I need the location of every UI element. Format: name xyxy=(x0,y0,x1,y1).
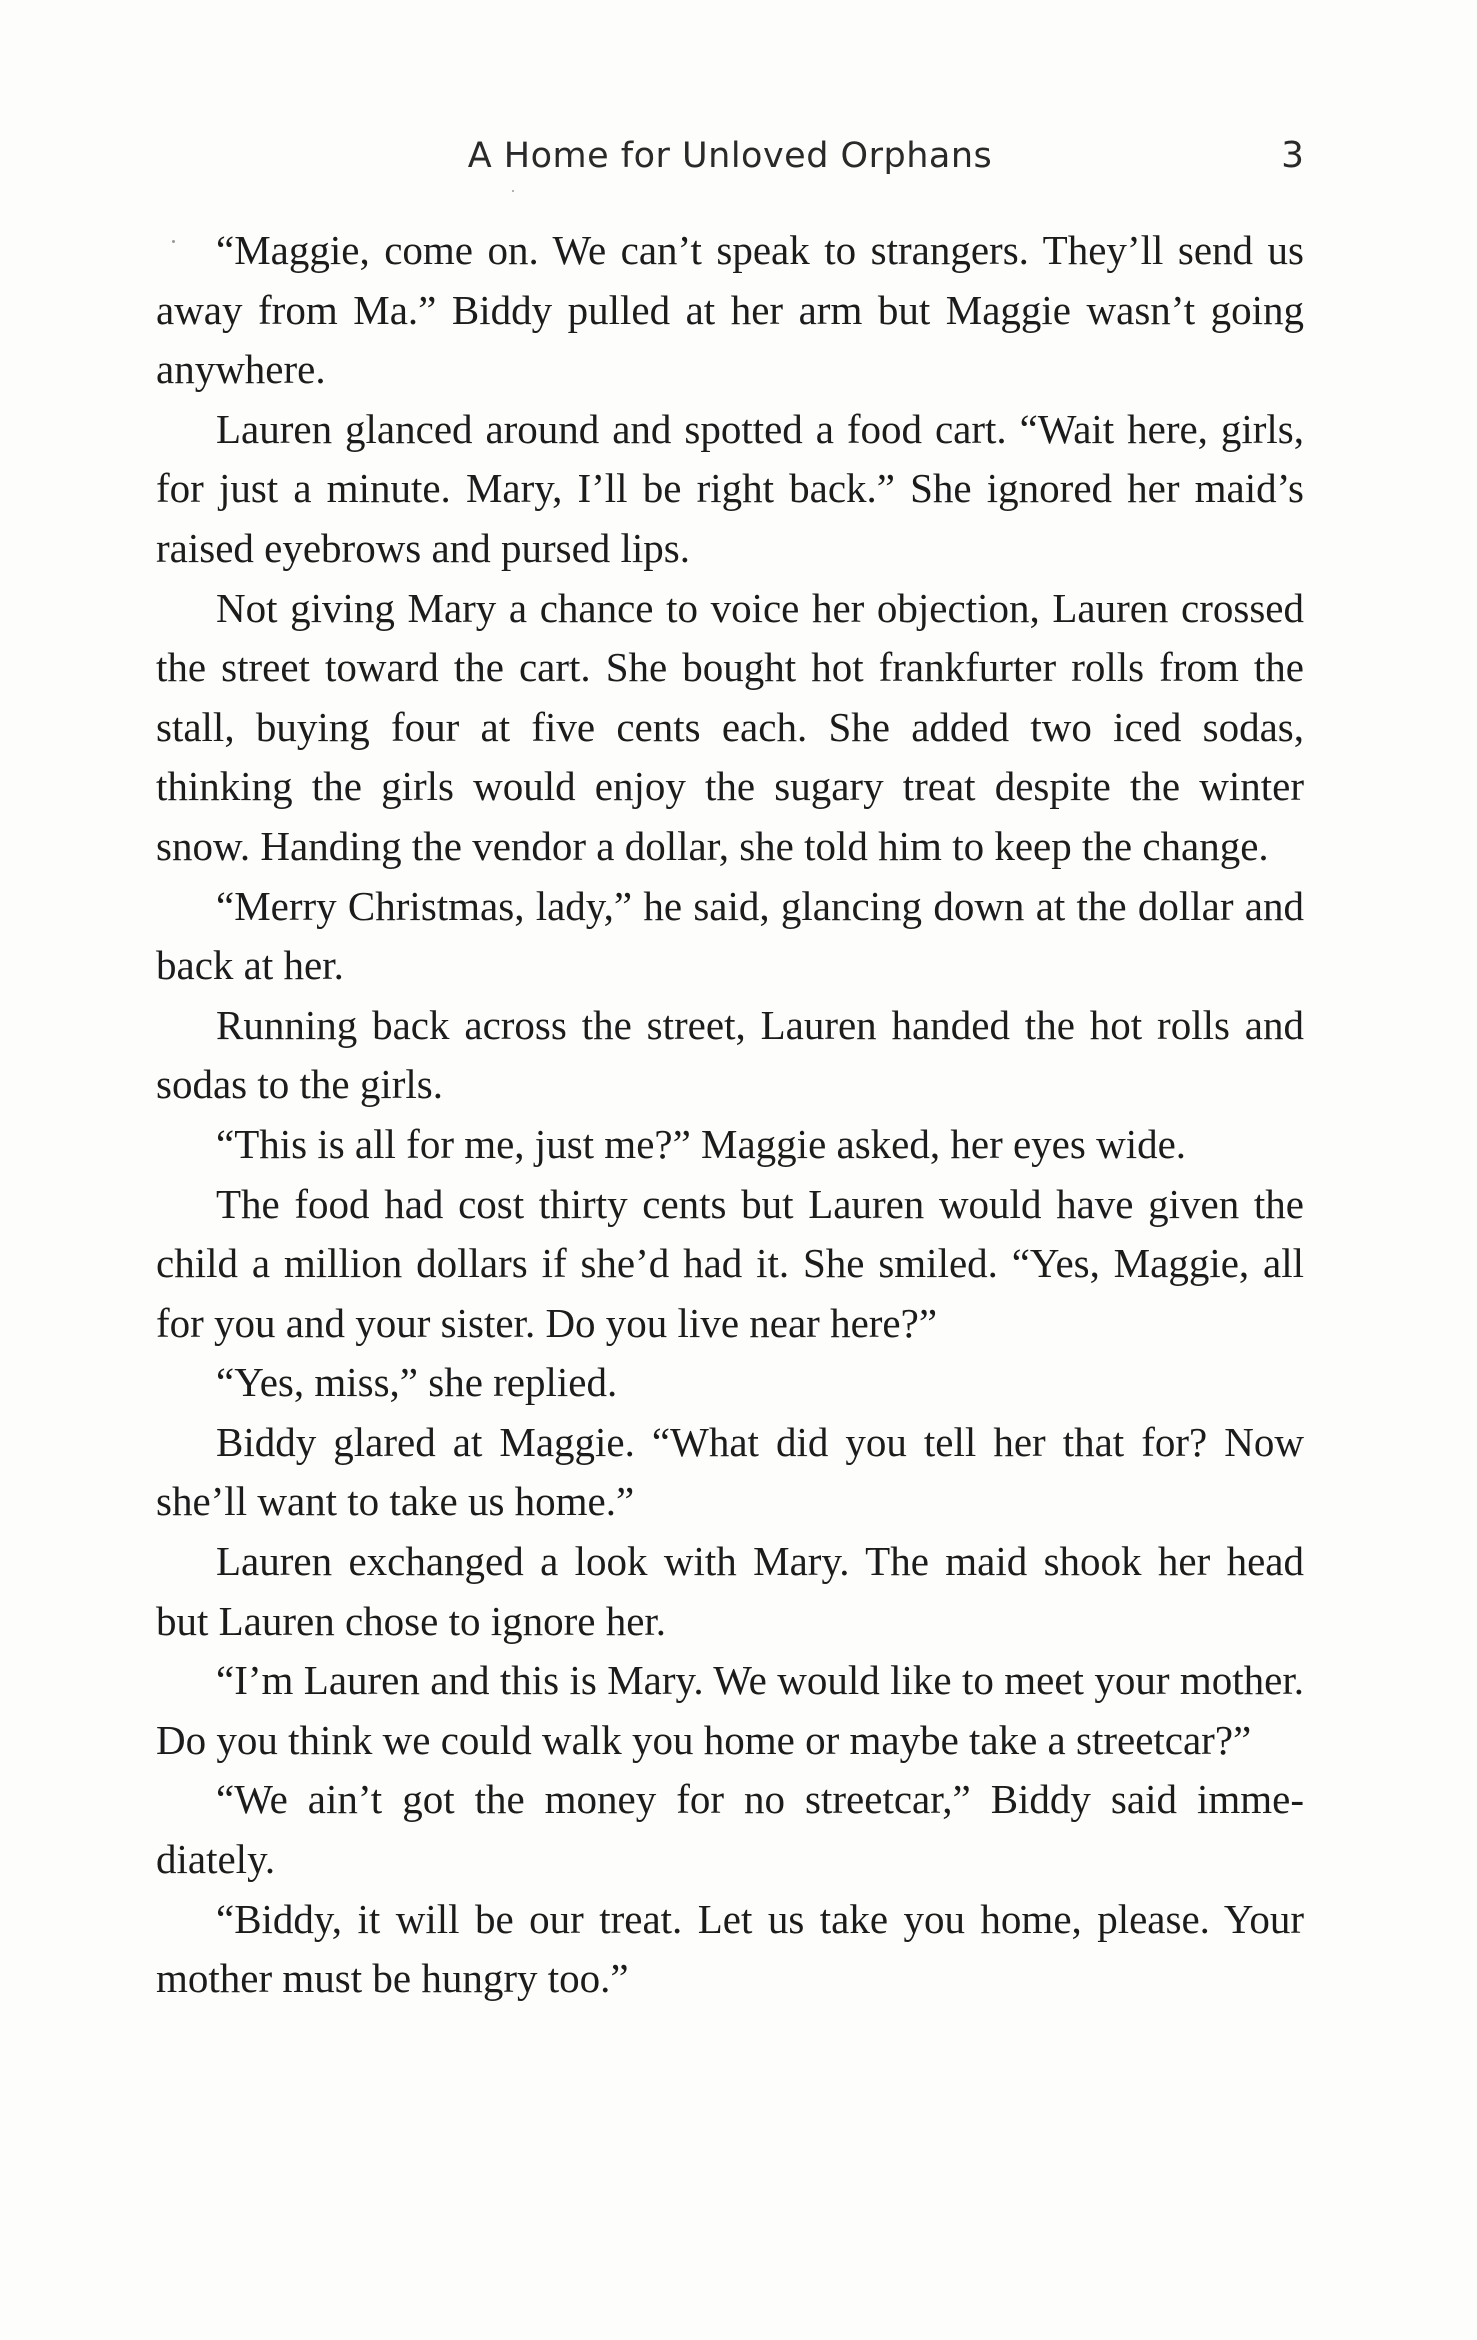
paragraph: “Merry Christmas, lady,” he said, glancing down at the dollar and back at her. xyxy=(156,882,1304,989)
paragraph: Biddy glared at Maggie. “What did you tell her that for? Now she’ll want to take us home.” xyxy=(156,1418,1304,1525)
paragraph: “I’m Lauren and this is Mary. We would like to meet your mother. Do you think we could walk you home or maybe take a streetcar?” xyxy=(156,1657,1304,1763)
paragraph: “We ain’t got the money for no streetcar,” Biddy said immediately. xyxy=(156,1776,1304,1883)
body-text xyxy=(156,221,1304,2009)
paragraph: “Yes, miss,” she replied. xyxy=(216,1359,618,1406)
paragraph: The food had cost thirty cents but Lauren would have given the child a million dollars if she’d had it. She smiled. “Yes, Maggie, all for you and your sister. Do you live near here?” xyxy=(156,1180,1304,1346)
scan-speck xyxy=(172,240,175,243)
paragraph: “Maggie, come on. We can’t speak to strangers. They’ll send us away from Ma.” Biddy pulled at her arm but Maggie wasn’t going anywhere. xyxy=(156,227,1304,393)
paragraph: Lauren glanced around and spotted a food cart. “Wait here, girls, for just a minute. Mary, I’ll be right back.” She ignored her maid’s raised eyebrows and pursed lips. xyxy=(156,405,1304,571)
paragraph: Running back across the street, Lauren handed the hot rolls and sodas to the girls. xyxy=(156,1001,1304,1108)
running-title: A Home for Unloved Orphans xyxy=(467,136,993,176)
paragraph: Not giving Mary a chance to voice her objection, Lauren crossed the street toward the cart. She bought hot frankfurter rolls from the stall, buying four at five cents each. She added two iced sodas, thinking the girls would enjoy the sugary treat despite the winter snow. Handing the vendor a dollar, she told him to keep the change. xyxy=(156,584,1304,869)
paragraph: “Biddy, it will be our treat. Let us take you home, please. Your mother must be hungry too.” xyxy=(156,1895,1304,2002)
scan-speck xyxy=(512,190,514,192)
paragraph: “This is all for me, just me?” Maggie asked, her eyes wide. xyxy=(216,1120,1187,1167)
paragraph: Lauren exchanged a look with Mary. The maid shook her head but Lauren chose to ignore her. xyxy=(156,1538,1304,1644)
page-number: 3 xyxy=(1281,135,1304,176)
page-header xyxy=(156,126,1304,186)
